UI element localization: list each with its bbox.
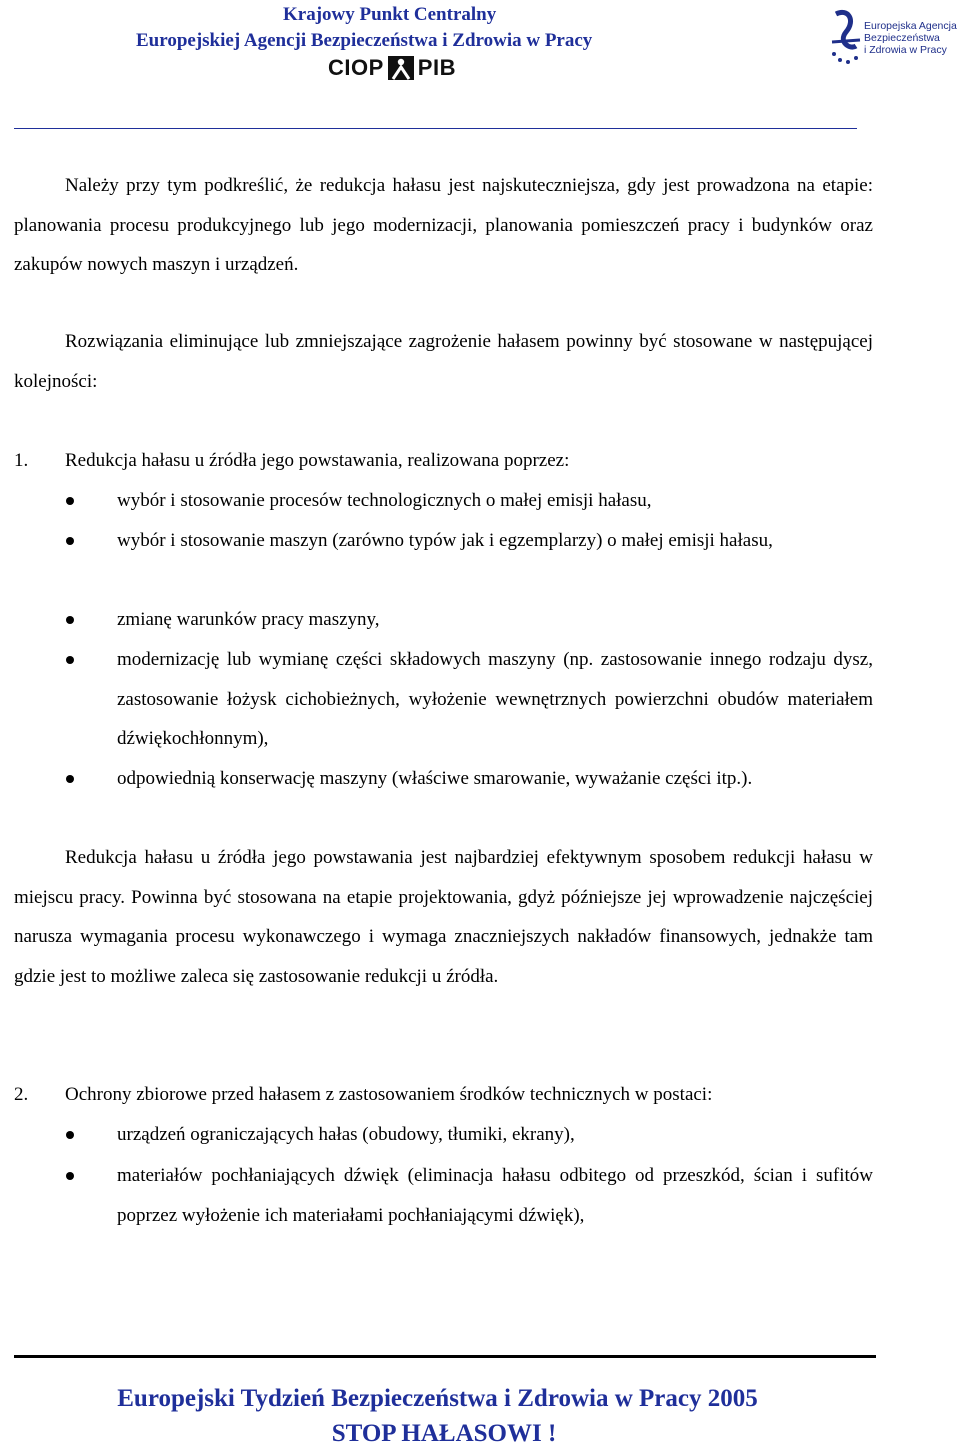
paragraph-order (14, 322, 873, 401)
paragraph-intro-text: Należy przy tym podkreślić, że redukcja hałasu jest najskuteczniejsza, gdy jest prowadzona na etapie: planowania procesu produkcyjnego lub jego modernizacji, planowania pomieszczeń pracy i budynków oraz zakupów nowych maszyn i urządzeń. (14, 175, 873, 275)
item-2-number: 2. (14, 1084, 29, 1105)
item-1-summary (14, 838, 873, 996)
item-2-bullet-1: urządzeń ograniczających hałas (obudowy, tłumiki, ekrany), (117, 1124, 575, 1145)
paragraph-order-text: Rozwiązania eliminujące lub zmniejszające zagrożenie hałasem powinny być stosowane w następującej kolejności: (14, 331, 873, 392)
bullet-dot-icon (66, 497, 74, 505)
eu-logo-line-2: Bezpieczeństwa (864, 32, 940, 44)
item-1-heading: Redukcja hałasu u źródła jego powstawania, realizowana poprzez: (65, 450, 570, 471)
header-title-line1: Krajowy Punkt Centralny (283, 4, 497, 25)
item-1-summary-text: Redukcja hałasu u źródła jego powstawania jest najbardziej efektywnym sposobem redukcji hałasu w miejscu pracy. Powinna być stosowana na etapie projektowania, gdyż późniejsze jej wprowadzenie najczęściej narusza wymagania procesu wykonawczego i wymaga znaczniejszych nakładów finansowych, jednakże tam gdzie jest to możliwe zaleca się zastosowanie redukcji u źródła. (14, 847, 873, 987)
bullet-dot-icon (66, 537, 74, 545)
item-1-bullet-1: wybór i stosowanie procesów technologicznych o małej emisji hałasu, (117, 490, 652, 511)
ciop-logo-text: CIOP (328, 55, 384, 80)
item-1-number: 1. (14, 450, 29, 471)
bullet-dot-icon (66, 1172, 74, 1180)
bullet-dot-icon (66, 656, 74, 664)
item-1-bullet-3: zmianę warunków pracy maszyny, (117, 609, 380, 630)
header-title-line2: Europejskiej Agencji Bezpieczeństwa i Zdrowia w Pracy (136, 30, 593, 51)
bullet-dot-icon (66, 616, 74, 624)
ciop-logo-mark-icon (388, 56, 414, 80)
footer-divider (14, 1355, 876, 1358)
eu-osha-logo (826, 6, 960, 72)
eu-osha-emblem-icon (826, 6, 866, 72)
bullet-dot-icon (66, 775, 74, 783)
item-2-bullet-2: materiałów pochłaniających dźwięk (eliminacja hałasu odbitego od przeszkód, ścian i sufitów poprzez wyłożenie ich materiałami pochłaniającymi dźwięk), (117, 1165, 873, 1226)
item-1-bullet-2: wybór i stosowanie maszyn (zarówno typów jak i egzemplarzy) o małej emisji hałasu, (117, 530, 773, 551)
footer-slogan: STOP HAŁASOWI ! (331, 1420, 557, 1447)
paragraph-intro (14, 166, 873, 285)
item-1-bullet-4: modernizację lub wymianę części składowych maszyny (np. zastosowanie innego rodzaju dysz, zastosowanie łożysk cichobieżnych, wyłożenie wewnętrznych powierzchni obudów materiałem dźwiękochłonnym), (117, 649, 873, 749)
header-divider (14, 128, 857, 129)
ciop-pib-logo (328, 56, 456, 80)
bullet-dot-icon (66, 1131, 74, 1139)
pib-logo-text: PIB (417, 55, 456, 80)
item-2-heading: Ochrony zbiorowe przed hałasem z zastosowaniem środków technicznych w postaci: (65, 1084, 713, 1105)
eu-logo-line-1: Europejska Agencja (864, 20, 957, 32)
footer-campaign-title: Europejski Tydzień Bezpieczeństwa i Zdrowia w Pracy 2005 (117, 1385, 758, 1412)
item-1-bullet-5: odpowiednią konserwację maszyny (właściwe smarowanie, wyważanie części itp.). (117, 768, 753, 789)
eu-logo-line-3: i Zdrowia w Pracy (864, 44, 947, 56)
